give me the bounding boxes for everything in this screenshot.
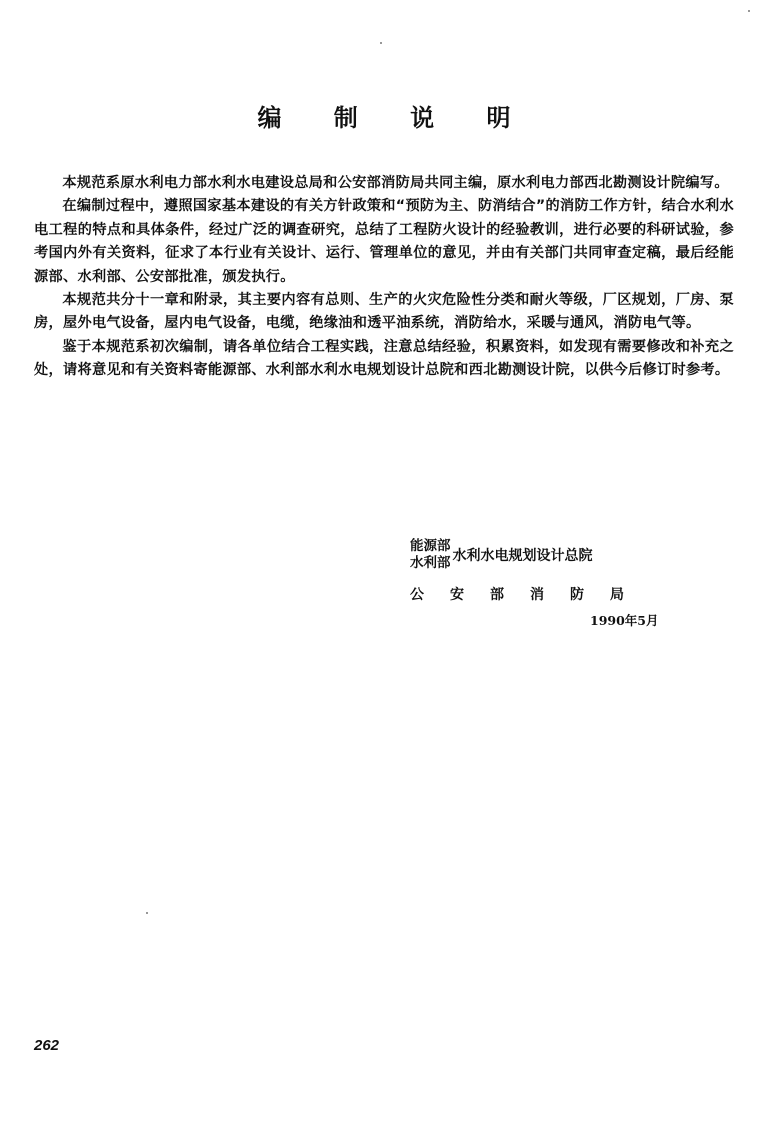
paragraph-1: 本规范系原水利电力部水利水电建设总局和公安部消防局共同主编，原水利电力部西北勘测设计院编写。 — [62, 175, 729, 191]
issuer-energy-ministry: 能源部 — [410, 538, 451, 554]
issue-date: 1990年5月 — [590, 613, 659, 628]
paragraph-2: 在编制过程中，遵照国家基本建设的有关方针政策和“预防为主、防消结合”的消防工作方针，结合水利水电工程的特点和具体条件，经过广泛的调查研究，总结了工程防火设计的经验教训，进行必要的科研试验，参考国内外有关资料，征求了本行业有关设计、运行、管理单位的意见，并由有关部门共同审查定稿，最后经能源部、水利部、公安部批准，颁发执行。 — [34, 198, 734, 285]
page-title: 编 制 说 明 — [257, 104, 533, 132]
paragraph-4: 鉴于本规范系初次编制，请各单位结合工程实践，注意总结经验，积累资料，如发现有需要修改和补充之处，请将意见和有关资料寄能源部、水利部水利水电规划设计总院和西北勘测设计院，以供今后修订时参考。 — [34, 338, 734, 379]
scan-speck — [146, 912, 148, 914]
issuer-fire-bureau: 公安部消防局 — [410, 587, 650, 603]
issuer-water-ministry: 水利部 — [410, 555, 451, 571]
issuer-line-1 — [410, 534, 650, 576]
scan-speck — [748, 10, 750, 12]
issuer-planning-institute: 水利水电规划设计总院 — [452, 548, 593, 564]
paragraph-3: 本规范共分十一章和附录，其主要内容有总则、生产的火灾危险性分类和耐火等级，厂区规划，厂房、泵房，屋外电气设备，屋内电气设备，电缆，绝缘油和透平油系统，消防给水，采暖与通风，消防电气等。 — [34, 292, 734, 332]
scan-speck — [380, 42, 382, 44]
signature-block — [410, 534, 650, 604]
page-number: 262 — [34, 1037, 60, 1054]
body-text — [34, 172, 734, 383]
issuer-stack — [410, 538, 451, 572]
